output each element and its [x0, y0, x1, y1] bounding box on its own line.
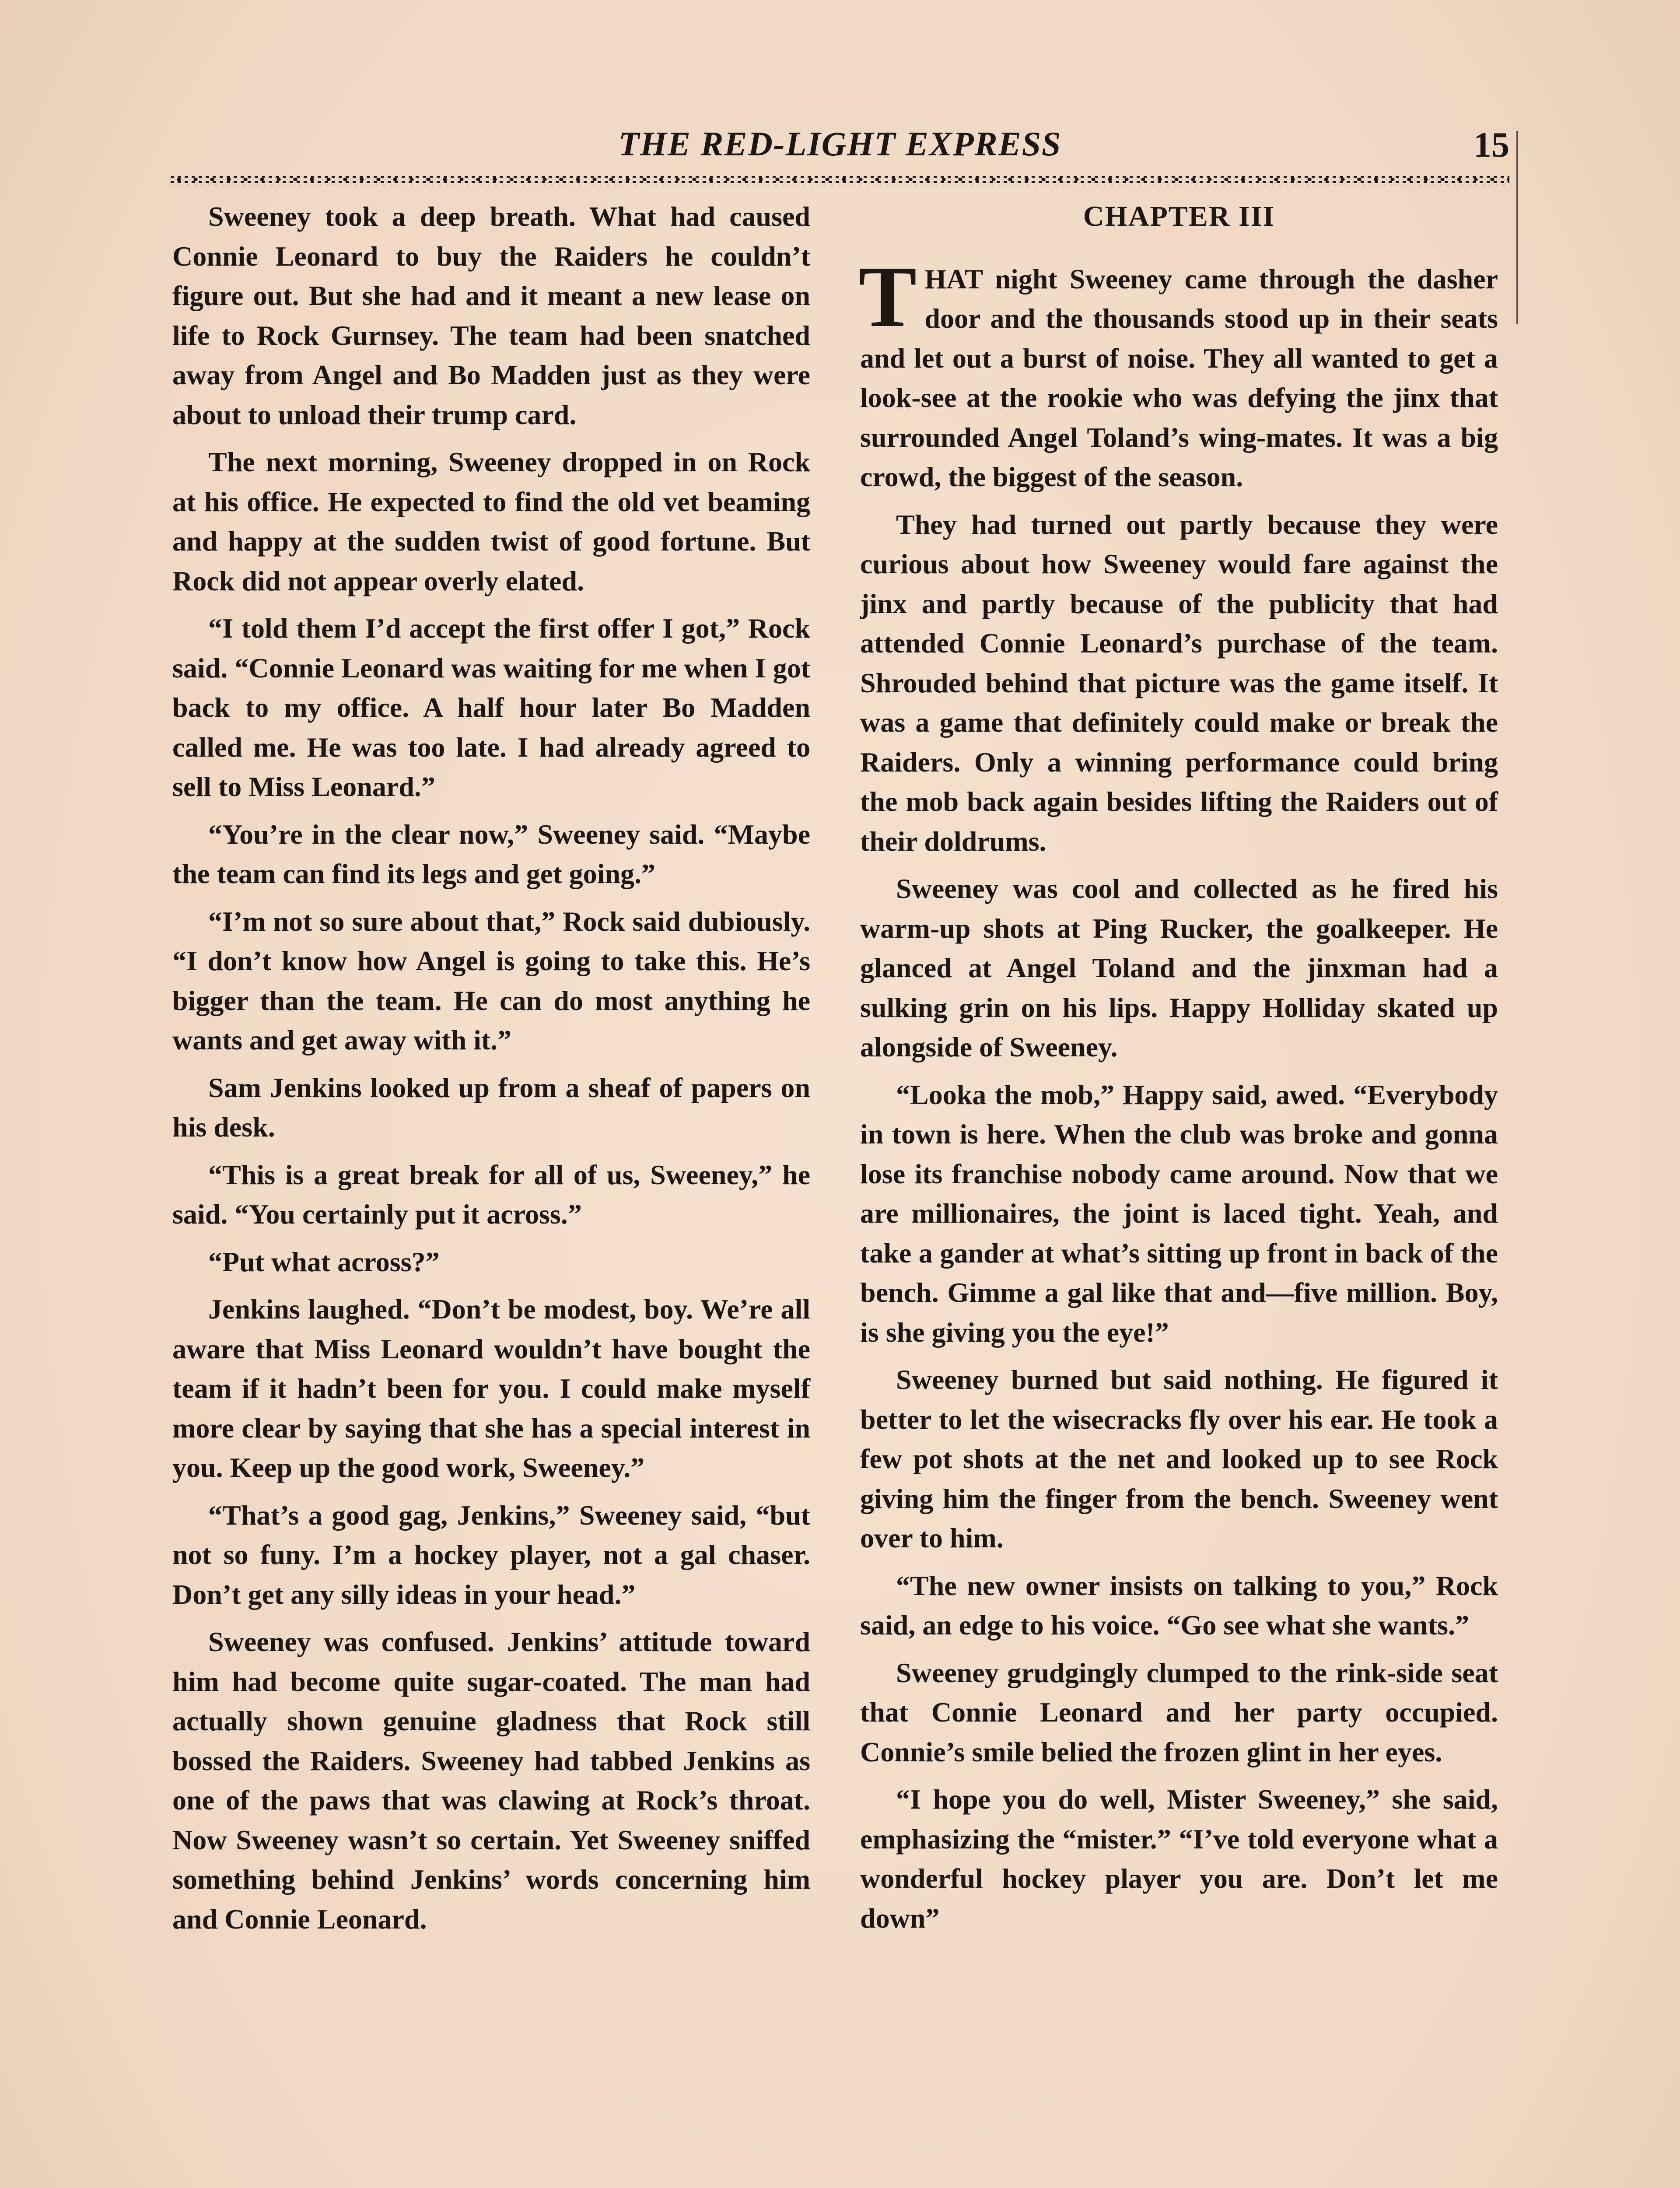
paragraph: “I hope you do well, Mister Sweeney,” she said, emphasizing the “mister.” “I’ve told everyone what a wonderful hockey player you are. Don’t let me down”	[860, 1784, 1498, 1934]
paragraph: “You’re in the clear now,” Sweeney said. “Maybe the team can find its legs and get going.”	[172, 818, 810, 889]
paragraph: Sweeney grudgingly clumped to the rink-side seat that Connie Leonard and her party occupied. Connie’s smile belied the frozen glint in her eyes.	[860, 1657, 1498, 1767]
paragraph: Sam Jenkins looked up from a sheaf of papers on his desk.	[172, 1072, 810, 1143]
paragraph: Sweeney burned but said nothing. He figured it better to let the wisecracks fly over his ear. He took a few pot shots at the net and looked up to see Rock giving him the finger from the bench. Sweeney went over to him.	[860, 1364, 1498, 1553]
decorative-rule	[171, 176, 1509, 183]
paragraph: Sweeney was cool and collected as he fired his warm-up shots at Ping Rucker, the goalkeeper. He glanced at Angel Toland and the jinxman had a sulking grin on his lips. Happy Holliday skated up alongside of Sweeney.	[860, 873, 1498, 1062]
left-column	[172, 197, 810, 1939]
chapter-opening-paragraph	[858, 248, 1498, 497]
paragraph: “This is a great break for all of us, Sweeney,” he said. “You certainly put it across.”	[172, 1159, 810, 1230]
page-number: 15	[1474, 125, 1509, 165]
opening-paragraph-text: HAT night Sweeney came through the dasher door and the thousands stood up in their seats and let out a burst of noise. They all wanted to get a look-see at the rookie who was defying the jinx that surrounded Angel Toland’s wing-mates. It was a big crowd, the biggest of the season.	[860, 263, 1498, 492]
paragraph: “That’s a good gag, Jenkins,” Sweeney said, “but not so funy. I’m a hockey player, not a gal chaser. Don’t get any silly ideas in your head.”	[172, 1499, 810, 1610]
chapter-heading: CHAPTER III	[1083, 200, 1275, 232]
paragraph: “Put what across?”	[208, 1246, 440, 1277]
paragraph: They had turned out partly because they were curious about how Sweeney would fare against the jinx and partly because of the publicity that had attended Connie Leonard’s purchase of the team. Shrouded behind that picture was the game itself. It was a game that definitely could make or break the Raiders. Only a winning performance could bring the mob back again besides lifting the Raiders out of their doldrums.	[860, 508, 1498, 857]
drop-cap: T	[858, 248, 917, 345]
paragraph: Sweeney took a deep breath. What had caused Connie Leonard to buy the Raiders he couldn’t figure out. But she had and it meant a new lease on life to Rock Gurnsey. The team had been snatched away from Angel and Bo Madden just as they were about to unload their trump card.	[172, 201, 810, 430]
paragraph: “I told them I’d accept the first offer I got,” Rock said. “Connie Leonard was waiting for me when I got back to my office. A half hour later Bo Madden called me. He was too late. I had already agreed to sell to Miss Leonard.”	[172, 613, 810, 802]
paragraph: Jenkins laughed. “Don’t be modest, boy. We’re all aware that Miss Leonard wouldn’t have bought the team if it hadn’t been for you. I could make myself more clear by saying that she has a special interest in you. Keep up the good work, Sweeney.”	[172, 1294, 810, 1483]
paragraph: The next morning, Sweeney dropped in on Rock at his office. He expected to find the old vet beaming and happy at the sudden twist of good fortune. But Rock did not appear overly elated.	[172, 446, 810, 596]
paragraph: Sweeney was confused. Jenkins’ attitude toward him had become quite sugar-coated. The man had actually shown genuine gladness that Rock still bossed the Raiders. Sweeney had tabbed Jenkins as one of the paws that was clawing at Rock’s throat. Now Sweeney wasn’t so certain. Yet Sweeney sniffed something behind Jenkins’ words concerning him and Connie Leonard.	[172, 1626, 810, 1935]
binding-edge-mark	[1516, 131, 1518, 324]
paragraph: “Looka the mob,” Happy said, awed. “Everybody in town is here. When the club was broke and gonna lose its franchise nobody came around. Now that we are millionaires, the joint is laced tight. Yeah, and take a gander at what’s sitting up front in back of the bench. Gimme a gal like that and—five million. Boy, is she giving you the eye!”	[860, 1079, 1498, 1348]
right-column	[860, 197, 1498, 1938]
running-title: THE RED-LIGHT EXPRESS	[618, 125, 1062, 163]
page-header	[171, 123, 1509, 171]
paragraph: “I’m not so sure about that,” Rock said dubiously. “I don’t know how Angel is going to take this. He’s bigger than the team. He can do most anything he wants and get away with it.”	[172, 905, 810, 1055]
paragraph: “The new owner insists on talking to you,” Rock said, an edge to his voice. “Go see what she wants.”	[860, 1570, 1498, 1641]
